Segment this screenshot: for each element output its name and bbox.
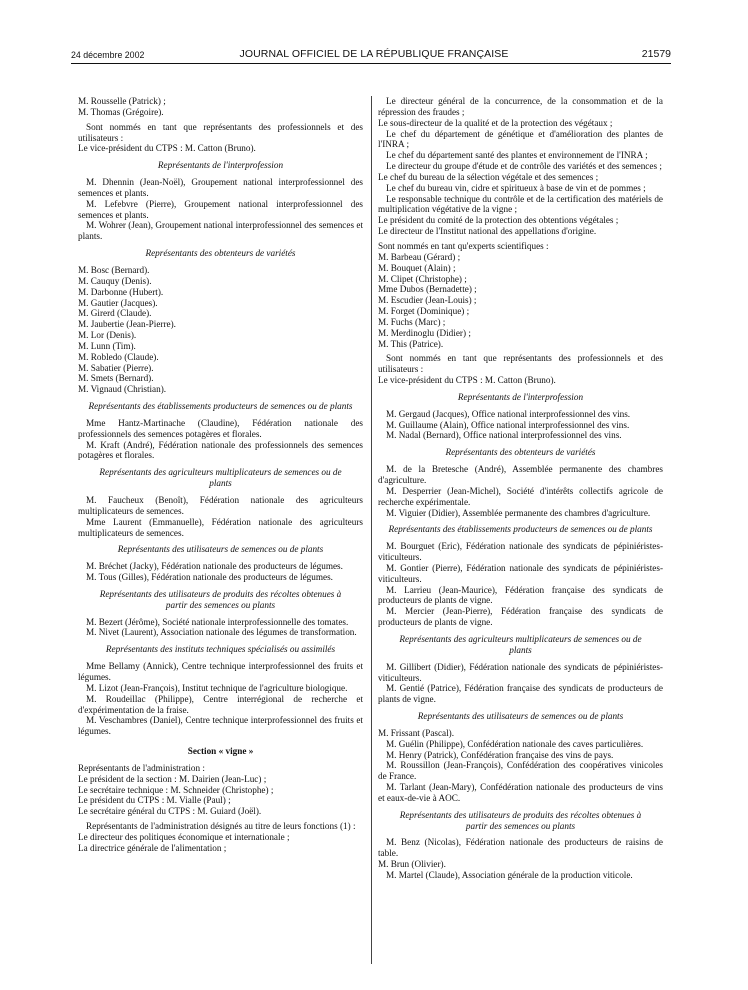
paragraph: M. Gontier (Pierre), Fédération nationale des syndicats de pépiniéristes-viticulteurs. <box>378 562 663 584</box>
text-line: Le vice-président du CTPS : M. Catton (Bruno). <box>78 143 256 154</box>
subsection-heading: Représentants des établissements producteurs de semences ou de plants <box>388 524 653 535</box>
paragraph: M. Gillibert (Didier), Fédération nationale des syndicats de pépiniéristes-viticulteurs. <box>378 661 663 683</box>
text-line: M. Jaubertie (Jean-Pierre). <box>78 319 176 330</box>
paragraph: M. Bréchet (Jacky), Fédération nationale des producteurs de légumes. <box>86 561 343 572</box>
text-line: Le directeur de l'Institut national des appellations d'origine. <box>378 226 597 237</box>
paragraph: M. Guélin (Philippe), Confédération nationale des caves particulières. <box>386 738 644 749</box>
text-line: M. Fuchs (Marc) ; <box>378 316 446 327</box>
left-column <box>78 96 363 854</box>
text-line: M. Escudier (Jean-Louis) ; <box>378 295 477 306</box>
text-line: M. Bouquet (Alain) ; <box>378 262 456 273</box>
subsection-heading: Représentants des utilisateurs de produits des récoltes obtenues à partir des semences ou plants <box>399 809 642 831</box>
text-line: M. Lunn (Tim). <box>78 340 136 351</box>
text-line: Représentants de l'administration : <box>78 762 205 773</box>
header-journal-title: JOURNAL OFFICIEL DE LA RÉPUBLIQUE FRANÇAISE <box>239 48 509 60</box>
subsection-heading: Représentants des utilisateurs de produits des récoltes obtenues à partir des semences ou plants <box>99 588 342 610</box>
subsection-heading: Représentants des obtenteurs de variétés <box>145 248 296 259</box>
paragraph: M. Wohrer (Jean), Groupement national interprofessionnel des semences et plants. <box>78 220 363 242</box>
text-line: La directrice générale de l'alimentation ; <box>78 842 227 853</box>
text-line: Le sous-directeur de la qualité et de la protection des végétaux ; <box>378 117 613 128</box>
text-line: M. Smets (Bernard). <box>78 373 154 384</box>
paragraph: M. Veschambres (Daniel), Centre technique interprofessionnel des fruits et légumes. <box>78 715 363 737</box>
subsection-heading: Représentants des obtenteurs de variétés <box>445 447 596 458</box>
paragraph: Mme Laurent (Emmanuelle), Fédération nationale des agriculteurs multiplicateurs de semences. <box>78 516 363 538</box>
paragraph: M. Henry (Patrick), Confédération française des vins de pays. <box>386 749 614 760</box>
paragraph: M. Dhennin (Jean-Noël), Groupement national interprofessionnel des semences et plants. <box>78 177 363 198</box>
paragraph: M. Bezert (Jérôme), Société nationale interprofessionnelle des tomates. <box>86 616 349 627</box>
paragraph: M. Nadal (Bernard), Office national interprofessionnel des vins. <box>386 430 622 441</box>
paragraph: Le directeur du groupe d'étude et de contrôle des variétés et des semences ; <box>386 161 662 172</box>
paragraph: Le chef du bureau vin, cidre et spiritueux à base de vin et de pommes ; <box>386 182 646 193</box>
paragraph: M. Tarlant (Jean-Mary), Confédération nationale des producteurs de vins et eaux-de-vie à AOC. <box>378 782 663 803</box>
page-header <box>0 0 748 60</box>
paragraph: M. Tous (Gilles), Fédération nationale des producteurs de légumes. <box>86 572 333 583</box>
text-line: M. Brun (Olivier). <box>378 859 446 870</box>
subsection-heading: Représentants des établissements producteurs de semences ou de plants <box>88 401 353 412</box>
header-rule <box>71 63 671 64</box>
text-line: Le président du comité de la protection des obtentions végétales ; <box>378 215 619 226</box>
text-line: M. Thomas (Grégoire). <box>78 106 164 117</box>
text-line: M. Frissant (Pascal). <box>378 727 455 738</box>
paragraph: M. Roudeillac (Philippe), Centre interrégional de recherche et d'expérimentation de la fraise. <box>78 693 363 715</box>
text-line: Le secrétaire général du CTPS : M. Guiard (Joël). <box>78 806 262 817</box>
subsection-heading: Représentants de l'interprofession <box>457 391 584 402</box>
paragraph: M. Larrieu (Jean-Maurice), Fédération française des syndicats de producteurs de plants de vigne. <box>378 584 663 606</box>
paragraph: Le chef du département santé des plantes et environnement de l'INRA ; <box>386 150 648 161</box>
text-line: Sont nommés en tant qu'experts scientifiques : <box>378 240 549 251</box>
paragraph: M. Lizot (Jean-François), Institut technique de l'agriculture biologique. <box>86 682 348 693</box>
paragraph: Mme Bellamy (Annick), Centre technique interprofessionnel des fruits et légumes. <box>78 661 363 682</box>
text-line: Le vice-président du CTPS : M. Catton (Bruno). <box>378 375 556 386</box>
header-date: 24 décembre 2002 <box>71 50 145 60</box>
text-line: M. Barbeau (Gérard) ; <box>378 251 461 262</box>
paragraph: M. Roussillon (Jean-François), Confédération des coopératives vinicoles de France. <box>378 760 663 782</box>
section-heading: Section « vigne » <box>187 746 254 757</box>
paragraph: M. Kraft (André), Fédération nationale des professionnels des semences potagères et florales. <box>78 439 363 461</box>
text-line: M. Bosc (Bernard). <box>78 264 150 275</box>
text-line: M. Cauquy (Denis). <box>78 275 152 286</box>
paragraph: Sont nommés en tant que représentants des professionnels et des utilisateurs : <box>78 121 363 143</box>
paragraph: M. Nivet (Laurent), Association nationale des légumes de transformation. <box>86 627 357 638</box>
paragraph: Représentants de l'administration désignés au titre de leurs fonctions (1) : <box>86 821 356 832</box>
paragraph: M. Viguier (Didier), Assemblée permanente des chambres d'agriculture. <box>386 507 651 518</box>
paragraph: Le responsable technique du contrôle et de la certification des matériels de multiplication végétative de la vigne ; <box>378 193 663 215</box>
paragraph: M. Bourguet (Eric), Fédération nationale des syndicats de pépiniéristes-viticulteurs. <box>378 541 663 563</box>
header-page-number: 21579 <box>641 48 671 60</box>
paragraph: Le directeur général de la concurrence, de la consommation et de la répression des fraudes ; <box>378 96 663 117</box>
paragraph: M. Gergaud (Jacques), Office national interprofessionnel des vins. <box>386 408 631 419</box>
text-line: M. Forget (Dominique) ; <box>378 306 470 317</box>
right-column <box>378 96 663 881</box>
paragraph: M. Martel (Claude), Association générale de la production viticole. <box>386 870 633 880</box>
paragraph: Le chef du département de génétique et d'amélioration des plantes de l'INRA ; <box>378 128 663 150</box>
paragraph: M. Faucheux (Benoît), Fédération nationale des agriculteurs multiplicateurs de semences. <box>78 495 363 516</box>
text-line: Le président de la section : M. Dairien (Jean-Luc) ; <box>78 773 267 784</box>
paragraph: M. de la Bretesche (André), Assemblée permanente des chambres d'agriculture. <box>378 464 663 485</box>
text-line: M. Rousselle (Patrick) ; <box>78 96 166 106</box>
spacer <box>78 737 363 746</box>
paragraph: M. Benz (Nicolas), Fédération nationale des producteurs de raisins de table. <box>378 837 663 859</box>
paragraph: M. Guillaume (Alain), Office national interprofessionnel des vins. <box>386 419 630 430</box>
paragraph: Mme Hantz-Martinache (Claudine), Fédération nationale des professionnels des semences potagères et florales. <box>78 417 363 439</box>
text-line: Le secrétaire technique : M. Schneider (Christophe) ; <box>78 784 274 795</box>
subsection-heading: Représentants des agriculteurs multiplicateurs de semences ou de plants <box>99 467 342 489</box>
text-line: M. Lor (Denis). <box>78 330 137 341</box>
paragraph: M. Gentié (Patrice), Fédération française des syndicats de producteurs de plants de vigne. <box>378 683 663 705</box>
text-line: M. This (Patrice). <box>378 338 444 349</box>
text-line: Le chef du bureau de la sélection végétale et des semences ; <box>378 171 599 182</box>
text-line: M. Vignaud (Christian). <box>78 384 167 395</box>
subsection-heading: Représentants des instituts techniques spécialisés ou assimilés <box>105 644 336 655</box>
subsection-heading: Représentants des utilisateurs de semences ou de plants <box>117 544 324 555</box>
paragraph: M. Lefebvre (Pierre), Groupement national interprofessionnel des semences et plants. <box>78 198 363 220</box>
text-line: M. Darbonne (Hubert). <box>78 286 164 297</box>
text-line: M. Gautier (Jacques). <box>78 297 158 308</box>
text-line: M. Girerd (Claude). <box>78 308 152 319</box>
text-line: M. Clipet (Christophe) ; <box>378 273 467 284</box>
text-line: M. Robledo (Claude). <box>78 351 159 362</box>
text-line: Le directeur des politiques économique et internationale ; <box>78 831 290 842</box>
text-line: Mme Dubos (Bernadette) ; <box>378 284 477 295</box>
subsection-heading: Représentants des utilisateurs de semences ou de plants <box>417 711 624 722</box>
column-separator <box>371 96 372 964</box>
text-line: Le président du CTPS : M. Vialle (Paul) ; <box>78 795 231 806</box>
text-line: M. Sabatier (Pierre). <box>78 362 154 373</box>
paragraph: M. Mercier (Jean-Pierre), Fédération française des syndicats de producteurs de plants de vigne. <box>378 606 663 628</box>
text-line: M. Merdinoglu (Didier) ; <box>378 327 471 338</box>
subsection-heading: Représentants des agriculteurs multiplicateurs de semences ou de plants <box>399 633 642 655</box>
subsection-heading: Représentants de l'interprofession <box>157 160 284 171</box>
paragraph: M. Desperrier (Jean-Michel), Société d'intérêts collectifs agricole de recherche expérimentale. <box>378 485 663 507</box>
paragraph: Sont nommés en tant que représentants des professionnels et des utilisateurs : <box>378 353 663 375</box>
